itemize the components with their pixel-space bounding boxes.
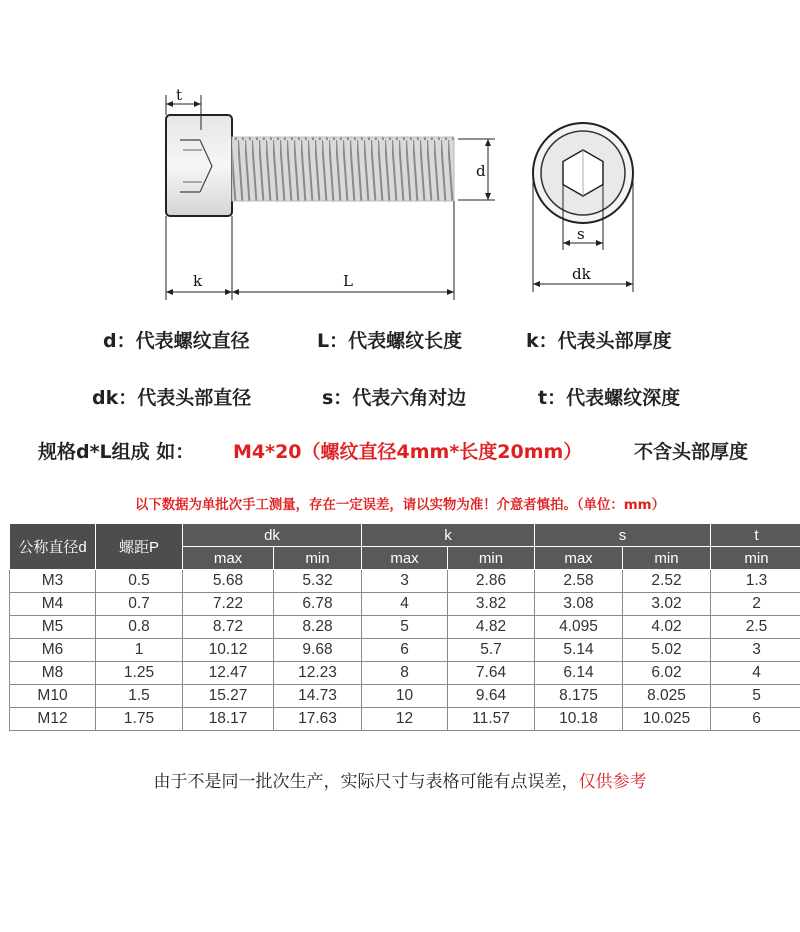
table-cell: 1	[96, 639, 183, 662]
table-cell: 8.72	[183, 616, 274, 639]
table-cell: 7.64	[448, 662, 535, 685]
label-l: L	[343, 272, 353, 290]
dimension-d	[458, 139, 495, 200]
legend-d: d：代表螺纹直径	[103, 330, 250, 352]
table-cell: 5.7	[448, 639, 535, 662]
table-cell: 5	[362, 616, 448, 639]
table-cell: M5	[10, 616, 96, 639]
table-cell: 2	[711, 593, 800, 616]
header-k: k	[362, 524, 535, 547]
legend-dk: dk：代表头部直径	[92, 387, 252, 409]
table-cell: 10.18	[535, 708, 623, 731]
screw-diagram	[0, 0, 800, 310]
screw-head-top	[533, 123, 633, 223]
table-cell: 6.02	[623, 662, 711, 685]
header-pitch: 螺距P	[96, 524, 183, 570]
table-cell: 3	[362, 570, 448, 593]
table-cell: 4	[362, 593, 448, 616]
table-cell: 8.025	[623, 685, 711, 708]
header-dk: dk	[183, 524, 362, 547]
table-cell: 8	[362, 662, 448, 685]
table-cell: 12.23	[274, 662, 362, 685]
table-cell: 1.5	[96, 685, 183, 708]
table-cell: 9.64	[448, 685, 535, 708]
header-s: s	[535, 524, 711, 547]
legend-s: s：代表六角对边	[322, 387, 467, 409]
table-cell: M4	[10, 593, 96, 616]
table-cell: 3.02	[623, 593, 711, 616]
table-cell: M3	[10, 570, 96, 593]
table-cell: 2.86	[448, 570, 535, 593]
table-cell: 2.52	[623, 570, 711, 593]
label-s: s	[577, 225, 585, 243]
header-sub: min	[623, 547, 711, 570]
table-cell: 0.5	[96, 570, 183, 593]
header-nominal-diameter: 公称直径d	[10, 524, 96, 570]
table-cell: 14.73	[274, 685, 362, 708]
table-cell: 1.3	[711, 570, 800, 593]
table-cell: 9.68	[274, 639, 362, 662]
table-cell: M6	[10, 639, 96, 662]
legend-l: L：代表螺纹长度	[317, 330, 463, 352]
table-cell: 4.02	[623, 616, 711, 639]
measurement-notice: 以下数据为单批次手工测量，存在一定误差，请以实物为准！介意者慎拍。（单位：mm）	[134, 498, 666, 513]
header-sub: max	[535, 547, 623, 570]
table-cell: 0.8	[96, 616, 183, 639]
table-row	[10, 616, 800, 639]
table-cell: 3	[711, 639, 800, 662]
label-t: t	[176, 86, 183, 104]
table-cell: 12	[362, 708, 448, 731]
footer-text: 由于不是同一批次生产，实际尺寸与表格可能有点误差，	[153, 772, 579, 792]
table-cell: 17.63	[274, 708, 362, 731]
footer-highlight: 仅供参考	[578, 772, 647, 792]
table-cell: 8.28	[274, 616, 362, 639]
table-cell: 3.82	[448, 593, 535, 616]
table-cell: 2.58	[535, 570, 623, 593]
footer-note	[0, 767, 800, 792]
screw-thread-side	[232, 137, 454, 201]
label-d: d	[476, 162, 486, 180]
table-cell: 15.27	[183, 685, 274, 708]
table-row	[10, 708, 800, 731]
table-row	[10, 639, 800, 662]
header-sub: max	[362, 547, 448, 570]
header-sub: min	[274, 547, 362, 570]
table-cell: 10.12	[183, 639, 274, 662]
table-cell: 4	[711, 662, 800, 685]
table-cell: 5.14	[535, 639, 623, 662]
legend-t: t：代表螺纹深度	[538, 387, 681, 409]
table-cell: 8.175	[535, 685, 623, 708]
label-dk: dk	[572, 265, 591, 283]
header-sub: max	[183, 547, 274, 570]
table-cell: M10	[10, 685, 96, 708]
table-cell: 6	[362, 639, 448, 662]
table-cell: 5	[711, 685, 800, 708]
table-cell: 5.68	[183, 570, 274, 593]
table-cell: 11.57	[448, 708, 535, 731]
table-cell: 4.82	[448, 616, 535, 639]
table-cell: 10	[362, 685, 448, 708]
table-cell: 6	[711, 708, 800, 731]
table-cell: 0.7	[96, 593, 183, 616]
spec-prefix: 规格d*L组成 如：	[38, 441, 195, 463]
table-header-top	[10, 524, 800, 547]
header-sub: min	[448, 547, 535, 570]
legend-k: k：代表头部厚度	[526, 330, 672, 352]
header-t: t	[711, 524, 800, 547]
table-cell: 18.17	[183, 708, 274, 731]
table-cell: 5.02	[623, 639, 711, 662]
table-cell: 7.22	[183, 593, 274, 616]
table-cell: 6.78	[274, 593, 362, 616]
header-sub: min	[711, 547, 800, 570]
table-cell: 2.5	[711, 616, 800, 639]
screw-head-side	[166, 115, 232, 216]
table-row	[10, 570, 800, 593]
label-k: k	[193, 272, 203, 290]
spec-example: M4*20（螺纹直径4mm*长度20mm）	[233, 441, 583, 463]
table-row	[10, 685, 800, 708]
table-cell: M8	[10, 662, 96, 685]
table-cell: 5.32	[274, 570, 362, 593]
table-cell: 4.095	[535, 616, 623, 639]
table-cell: 3.08	[535, 593, 623, 616]
table-cell: 10.025	[623, 708, 711, 731]
table-cell: 12.47	[183, 662, 274, 685]
table-cell: 1.25	[96, 662, 183, 685]
table-cell: M12	[10, 708, 96, 731]
spec-suffix: 不含头部厚度	[634, 441, 749, 463]
table-cell: 1.75	[96, 708, 183, 731]
table-row	[10, 662, 800, 685]
spec-table	[9, 523, 800, 731]
table-cell: 6.14	[535, 662, 623, 685]
table-row	[10, 593, 800, 616]
